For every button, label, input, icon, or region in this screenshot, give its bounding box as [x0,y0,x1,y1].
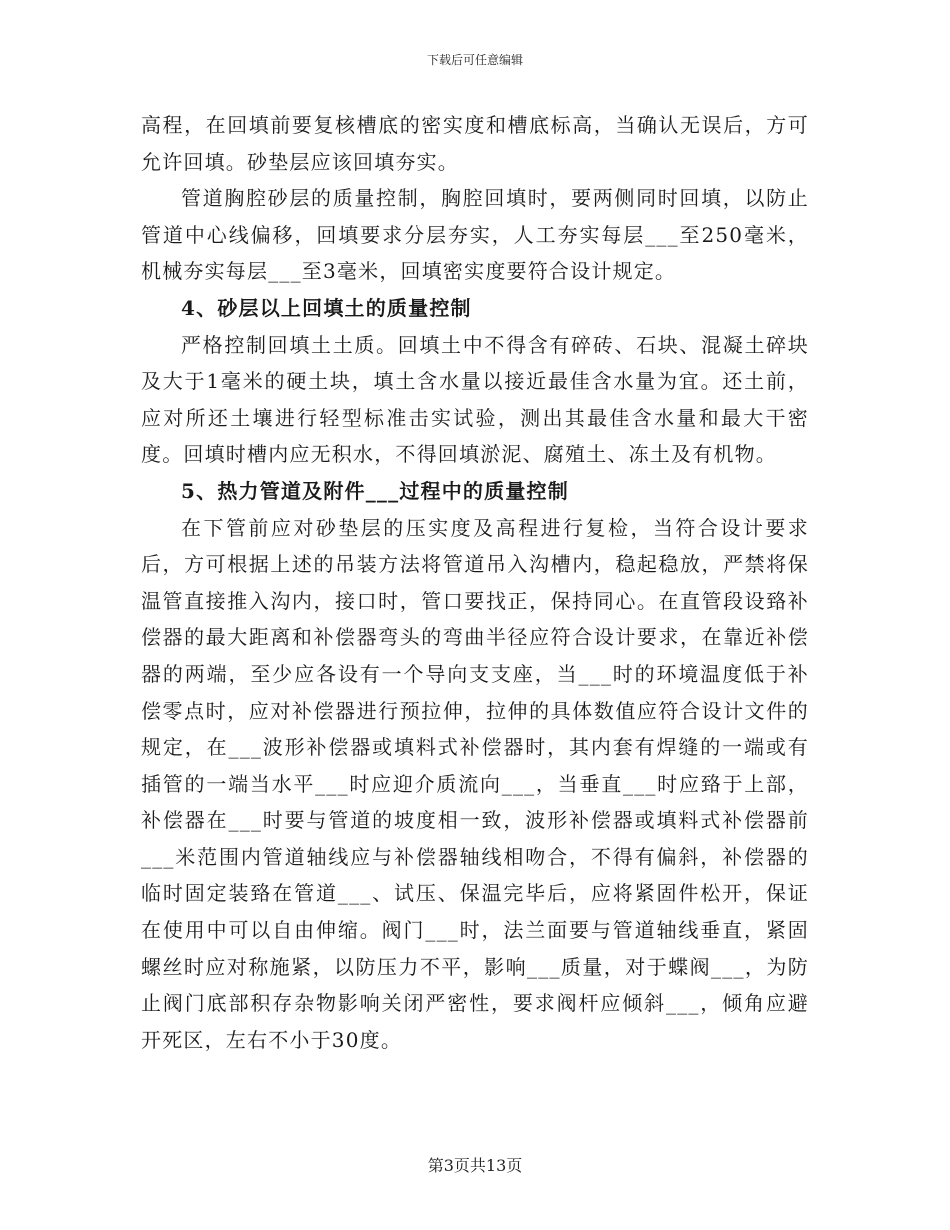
section-heading-4: 4、砂层以上回填土的质量控制 [181,295,472,320]
paragraph-backfill-continuation: 高程，在回填前要复核槽底的密实度和槽底标高，当确认无误后，方可允许回填。砂垫层应该回填夯实。 [141,113,809,174]
document-body [141,107,809,1058]
page-header: 下载后可任意编辑 [426,53,523,67]
paragraph-sand-layer-quality: 管道胸腔砂层的质量控制，胸腔回填时，要两侧同时回填，以防止管道中心线偏移，回填要求分层夯实，人工夯实每层___至250毫米，机械夯实每层___至3毫米，回填密实度要符合设计规定。 [141,186,809,284]
section-heading-5: 5、热力管道及附件___过程中的质量控制 [181,478,569,503]
paragraph-pipe-installation: 在下管前应对砂垫层的压实度及高程进行复检，当符合设计要求后，方可根据上述的吊装方法将管道吊入沟槽内，稳起稳放，严禁将保温管直接推入沟内，接口时，管口要找正，保持同心。在直管段设臵补偿器的最大距离和补偿器弯头的弯曲半径应符合设计要求，在靠近补偿器的两端，至少应各设有一个导向支支座，当___时的环境温度低于补偿零点时，应对补偿器进行预拉伸，拉伸的具体数值应符合设计文件的规定，在___波形补偿器或填料式补偿器时，其内套有焊缝的一端或有插管的一端当水平___时应迎介质流向___，当垂直___时应臵于上部，补偿器在___时要与管道的坡度相一致，波形补偿器或填料式补偿器前___米范围内管道轴线应与补偿器轴线相吻合，不得有偏斜，补偿器的临时固定装臵在管道___、试压、保温完毕后，应将紧固件松开，保证在使用中可以自由伸缩。阀门___时，法兰面要与管道轴线垂直，紧固螺丝时应对称施紧，以防压力不平，影响___质量，对于蝶阀___，为防止阀门底部积存杂物影响关闭严密性，要求阀杆应倾斜___，倾角应避开死区，左右不小于30度。 [141,515,809,1052]
paragraph-backfill-soil: 严格控制回填土土质。回填土中不得含有碎砖、石块、混凝土碎块及大于1毫米的硬土块，填土含水量以接近最佳含水量为宜。还土前，应对所还土壤进行轻型标准击实试验，测出其最佳含水量和最大干密度。回填时槽内应无积水，不得回填淤泥、腐殖土、冻土及有机物。 [141,332,809,467]
page-footer: 第3页共13页 [427,1156,523,1175]
